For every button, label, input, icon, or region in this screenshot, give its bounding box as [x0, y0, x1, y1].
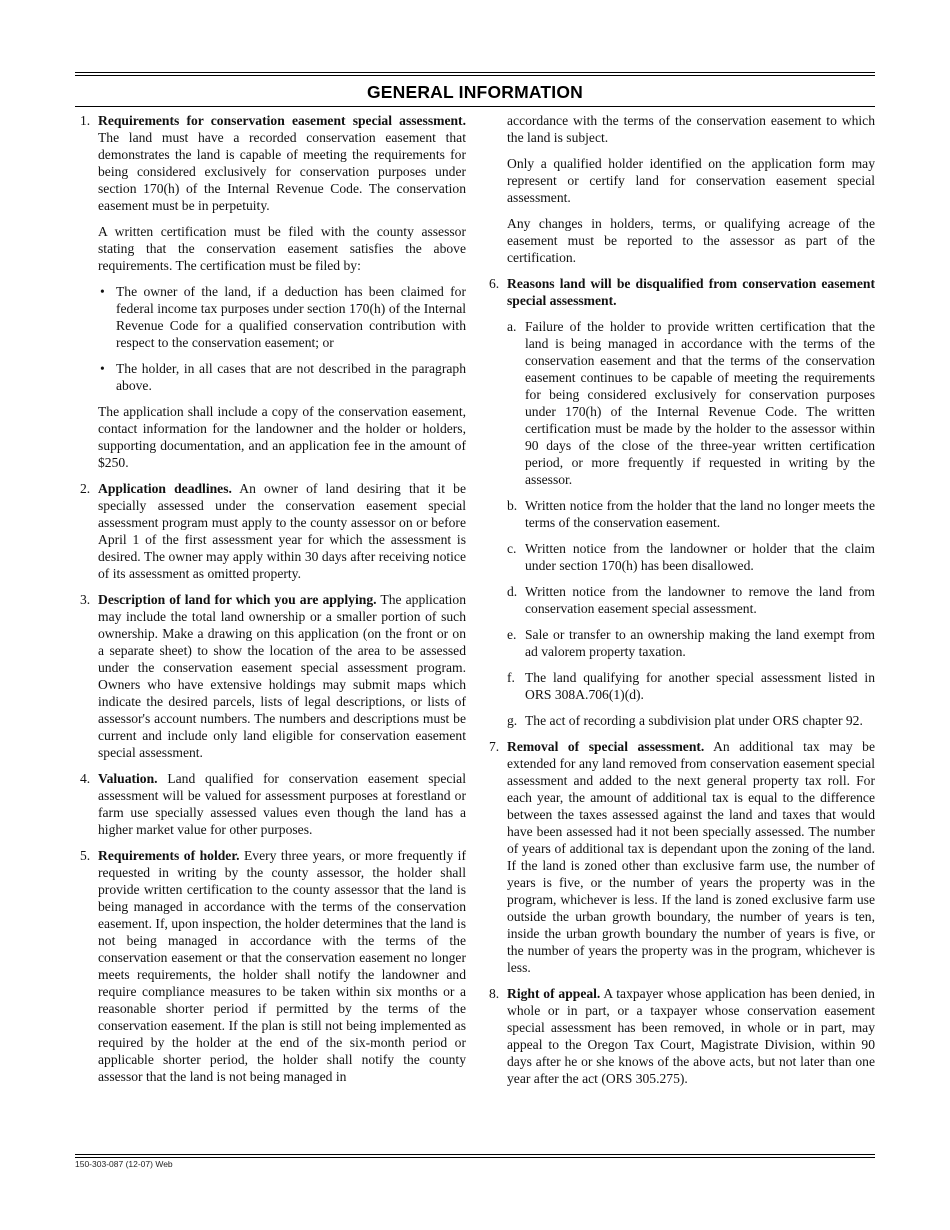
item-title: Requirements for conservation easement special assessment.	[98, 113, 466, 128]
item-number: 3.	[80, 592, 91, 607]
sub-item-text: The act of recording a subdivision plat under ORS chapter 92.	[525, 713, 863, 728]
item-title: Requirements of holder.	[98, 848, 240, 863]
sub-item	[507, 540, 875, 574]
sub-item	[507, 583, 875, 617]
bullet-text: The holder, in all cases that are not described in the paragraph above.	[116, 361, 466, 393]
sub-item	[507, 318, 875, 488]
sub-item-text: Sale or transfer to an ownership making the land exempt from ad valorem property taxation.	[525, 627, 875, 659]
item-right-of-appeal	[489, 985, 875, 1087]
sub-item	[507, 712, 875, 729]
item-paragraph: A written certification must be filed with the county assessor stating that the conservation easement satisfies the above requirements. The certification must be filed by:	[98, 224, 466, 273]
sub-item-letter: c.	[507, 541, 517, 556]
item-paragraph: The application shall include a copy of the conservation easement, contact information for the landowner and the holder or holders, supporting documentation, and an application fee in the amount of $250.	[98, 404, 466, 470]
item-holder-continued	[489, 112, 875, 266]
item-number: 4.	[80, 771, 91, 786]
item-requirements-conservation	[80, 112, 466, 471]
item-text: Land qualified for conservation easement special assessment will be valued for assessment purposes at forestland or farm use specially assessed values even though the land has a higher market value for other purposes.	[98, 771, 466, 837]
item-number: 8.	[489, 986, 500, 1001]
sub-item-letter: d.	[507, 584, 518, 599]
form-number: 150-303-087 (12-07) Web	[75, 1159, 173, 1169]
item-title: Reasons land will be disqualified from conservation easement special assessment.	[507, 276, 875, 308]
bullet-item	[98, 360, 466, 394]
sub-item-letter: a.	[507, 319, 517, 334]
item-paragraph: Only a qualified holder identified on the application form may represent or certify land for conservation easement special assessment.	[507, 156, 875, 205]
sub-item-letter: b.	[507, 498, 518, 513]
header-bottom-rule	[75, 106, 875, 107]
item-valuation	[80, 770, 466, 838]
item-description-of-land	[80, 591, 466, 761]
bullet-icon: •	[100, 361, 105, 376]
sub-item-letter: g.	[507, 713, 518, 728]
bullet-item	[98, 283, 466, 351]
item-text: A taxpayer whose application has been denied, in whole or in part, or a taxpayer whose conservation easement special assessment has been removed, in whole or in part, may appeal to the Oregon Tax Court, Magistrate Division, within 90 days after he or she knows of the above acts, but not later than one year after the act (ORS 305.275).	[507, 986, 875, 1086]
item-text: An owner of land desiring that it be specially assessed under the conservation easement special assessment program must apply to the county assessor on or before April 1 of the first assessment year for which the assessment is desired. The owner may apply within 30 days after receiving notice of its assessment as omitted property.	[98, 481, 466, 581]
item-title: Description of land for which you are applying.	[98, 592, 377, 607]
sub-item	[507, 626, 875, 660]
item-text: An additional tax may be extended for any land removed from conservation easement special assessment and added to the next general property tax roll. For each year, the amount of additional tax is equal to the difference between the taxes assessed against the land and taxes that would have been assessed had it not been specially assessed. The number of years of additional tax is dependant upon the zoning of the land. If the land is zoned other than exclusive farm use, the number of years is five, or the number of years the property was in the program, whichever is less. If the land is zoned exclusive farm use outside the urban growth boundary, the number of years is ten, inside the urban growth boundary the number of years is five, or the number of years the property was in the program, whichever is less.	[507, 739, 875, 975]
bullet-icon: •	[100, 284, 105, 299]
right-column	[489, 112, 875, 1096]
sub-item-text: Written notice from the landowner or holder that the claim under section 170(h) has been disallowed.	[525, 541, 875, 573]
item-disqualification-reasons	[489, 275, 875, 729]
sub-item-letter: e.	[507, 627, 517, 642]
item-removal-of-special-assessment	[489, 738, 875, 976]
item-title: Valuation.	[98, 771, 158, 786]
item-text: accordance with the terms of the conservation easement to which the land is subject.	[507, 113, 875, 145]
sub-item-text: The land qualifying for another special assessment listed in ORS 308A.706(1)(d).	[525, 670, 875, 702]
item-title: Removal of special assessment.	[507, 739, 705, 754]
footer-rule	[75, 1154, 875, 1158]
item-requirements-of-holder	[80, 847, 466, 1085]
sub-item	[507, 669, 875, 703]
page-title: GENERAL INFORMATION	[366, 82, 584, 102]
item-number: 2.	[80, 481, 91, 496]
sub-item	[507, 497, 875, 531]
item-number: 6.	[489, 276, 500, 291]
item-title: Right of appeal.	[507, 986, 601, 1001]
document-page	[75, 72, 875, 1086]
item-title: Application deadlines.	[98, 481, 232, 496]
item-number: 7.	[489, 739, 500, 754]
item-text: The application may include the total land ownership or a smaller portion of such ownership. Make a drawing on this application (on the front or on a separate sheet) to show the location of the area to be assessed under the conservation easement special assessment program. Owners who have extensive holdings may submit maps which indicate the desired parcels, lists of legal descriptions, or lists of assessor's account numbers. The numbers and descriptions must be current and include only land eligible for conservation easement special assessment.	[98, 592, 467, 760]
bullet-text: The owner of the land, if a deduction has been claimed for federal income tax purposes under section 170(h) of the Internal Revenue Code for a qualified conservation contribution with respect to the conservation easement; or	[116, 284, 466, 350]
sub-item-letter: f.	[507, 670, 515, 685]
item-text: The land must have a recorded conservation easement that demonstrates the land is capable of meeting the requirements for being considered exclusively for conservation purposes under section 170(h) of the Internal Revenue Code. The conservation easement must be in perpetuity.	[98, 130, 466, 213]
item-text: Every three years, or more frequently if requested in writing by the county assessor, the holder shall provide written certification to the county assessor that the land is being managed in accordance with the terms of the conservation easement. If, upon inspection, the holder determines that the land is not being managed in accordance with the terms of the conservation easement or that the conservation easement no longer meets requirements, the holder shall notify the landowner and require compliance measures to be taken within six months or a reasonable shorter period if permitted by the terms of the conservation easement. If the plan is still not being implemented as required by the holder at the end of the six-month period or applicable shorter period, the holder shall notify the county assessor that the land is not being managed in	[98, 848, 466, 1084]
item-paragraph: Any changes in holders, terms, or qualifying acreage of the easement must be reported to the assessor as part of the certification.	[507, 216, 875, 265]
sub-item-text: Written notice from the landowner to remove the land from conservation easement special assessment.	[525, 584, 875, 616]
item-number: 1.	[80, 113, 91, 128]
sub-item-text: Failure of the holder to provide written certification that the land is being managed in accordance with the terms of the conservation easement and that the terms of the conservation easement continues to be capable of meeting the requirements for being considered exclusively for conservation purposes under 170(h) of the Internal Revenue Code. The written certification must be made by the holder to the assessor within 90 days of the close of the three-year written certification period, or more frequently if requested in writing by the assessor.	[525, 319, 875, 487]
left-column	[80, 112, 466, 1094]
item-number: 5.	[80, 848, 91, 863]
sub-item-text: Written notice from the holder that the land no longer meets the terms of the conservation easement.	[525, 498, 875, 530]
item-application-deadlines	[80, 480, 466, 582]
